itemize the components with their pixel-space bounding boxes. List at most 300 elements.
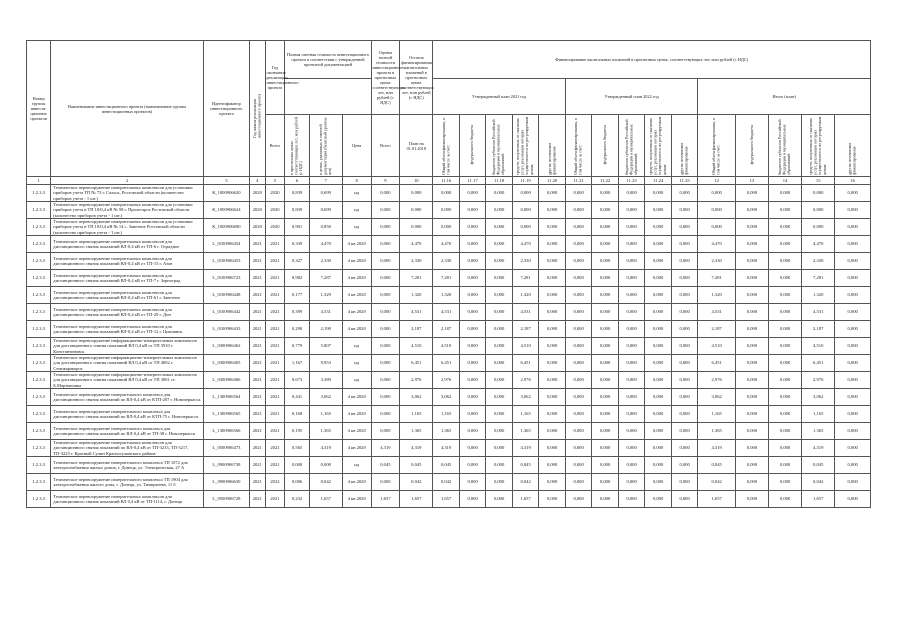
cost-base-cell: 4,470 — [309, 236, 342, 253]
remaining-all-cell: 0,000 — [371, 185, 400, 202]
financing-value-cell: 0,000 — [592, 287, 619, 304]
financing-value-cell: 0,000 — [735, 321, 768, 338]
financing-value-cell: 1,320 — [512, 287, 539, 304]
table-row — [27, 491, 871, 508]
project-name-cell: Техническое перевооружение измерительных комплексов для дистанционного снятия показаний ВЛ 0,4 кВ от ТП-1114, г. Донецк — [51, 491, 203, 508]
cost-forecast-cell: 0,779 — [285, 338, 309, 355]
cost-base-cell: 2,330 — [309, 253, 342, 270]
financing-value-cell: 2,330 — [512, 253, 539, 270]
group-number-cell: 1.2.3.3 — [27, 321, 51, 338]
financing-value-cell: 0,000 — [769, 236, 802, 253]
start-year-cell: 2021 — [250, 423, 265, 440]
price-cell: 4 кв 2020 — [342, 406, 371, 423]
financing-value-cell: 4,470 — [512, 236, 539, 253]
financing-value-cell: 0,000 — [671, 253, 698, 270]
price-cell: нд — [342, 219, 371, 236]
group-number-cell: 1.2.3.3 — [27, 253, 51, 270]
end-year-cell: 2020 — [265, 219, 285, 236]
financing-value-cell: 0,000 — [565, 474, 592, 491]
financing-value-cell: 0,000 — [486, 338, 513, 355]
financing-value-cell: 0,000 — [486, 321, 513, 338]
price-cell: 4 кв 2020 — [342, 270, 371, 287]
financing-value-cell: 2,330 — [433, 253, 460, 270]
financing-value-cell: 0,000 — [769, 474, 802, 491]
header-2022-services: средств, полученных от оказания услуг, реализация которых осуществляется по регулируемым ценам — [645, 115, 672, 177]
financing-value-cell: 0,000 — [645, 440, 672, 457]
start-year-cell: 2021 — [250, 491, 265, 508]
remaining-plan-cell: 2,187 — [400, 321, 433, 338]
cost-base-cell: 3,389 — [309, 372, 342, 389]
column-number-cell: 8 — [342, 177, 371, 185]
financing-value-cell: 0,042 — [698, 474, 736, 491]
project-id-cell: L_0100906723 — [203, 270, 249, 287]
header-cost-base: в ценах, указанных в сметной документации (базисный уровень цен) — [309, 115, 342, 177]
financing-value-cell: 0,000 — [592, 253, 619, 270]
column-number-cell: 11.17 — [459, 177, 486, 185]
table-row — [27, 270, 871, 287]
remaining-plan-cell: 0,000 — [400, 202, 433, 219]
header-plan: Всего — [265, 115, 285, 177]
end-year-cell: 2021 — [265, 304, 285, 321]
financing-value-cell: 0,000 — [565, 440, 592, 457]
financing-value-cell: 1,657 — [698, 491, 736, 508]
financing-value-cell: 0,000 — [735, 440, 768, 457]
price-cell: 4 кв 2020 — [342, 491, 371, 508]
financing-value-cell: 0,000 — [486, 287, 513, 304]
financing-value-cell: 0,000 — [698, 219, 736, 236]
start-year-cell: 2021 — [250, 236, 265, 253]
table-row — [27, 406, 871, 423]
start-year-cell: 2021 — [250, 457, 265, 474]
financing-value-cell: 0,000 — [671, 372, 698, 389]
financing-value-cell: 0,000 — [539, 491, 566, 508]
cost-base-cell: 4,319 — [309, 440, 342, 457]
group-number-cell: 1.2.3.3 — [27, 185, 51, 202]
start-year-cell: 2021 — [250, 270, 265, 287]
financing-value-cell: 0,000 — [433, 219, 460, 236]
financing-value-cell: 0,000 — [769, 423, 802, 440]
header-2021-federal: федерального бюджета — [459, 115, 486, 177]
financing-value-cell: 0,000 — [645, 491, 672, 508]
financing-value-cell: 0,000 — [671, 287, 698, 304]
remaining-plan-cell: 3,062 — [400, 389, 433, 406]
cost-forecast-cell: 0,168 — [285, 406, 309, 423]
financing-value-cell: 4,470 — [433, 236, 460, 253]
table-row — [27, 185, 871, 202]
financing-value-cell: 0,000 — [459, 236, 486, 253]
financing-value-cell: 1,320 — [802, 287, 835, 304]
financing-value-cell: 0,000 — [671, 491, 698, 508]
end-year-cell: 2021 — [265, 372, 285, 389]
header-2022-total: Общий объем финансирования, в том числе за счет: — [565, 115, 592, 177]
column-number-cell: 6 — [285, 177, 309, 185]
cost-base-cell: 1,329 — [309, 287, 342, 304]
column-number-cell: 11.25 — [671, 177, 698, 185]
cost-forecast-cell: 0,399 — [285, 304, 309, 321]
price-cell: 4 кв 2020 — [342, 389, 371, 406]
financing-value-cell: 0,000 — [486, 304, 513, 321]
remaining-all-cell: 0,000 — [371, 372, 400, 389]
table-row — [27, 219, 871, 236]
cost-forecast-cell: 0,195 — [285, 423, 309, 440]
header-total: Итого (план) — [698, 79, 871, 115]
project-id-cell: К_1000906620 — [203, 185, 249, 202]
table-row — [27, 287, 871, 304]
column-number-cell: 12 — [698, 177, 736, 185]
financing-value-cell: 0,000 — [459, 185, 486, 202]
end-year-cell: 2021 — [265, 440, 285, 457]
financing-value-cell: 0,000 — [459, 440, 486, 457]
table-header — [27, 41, 871, 185]
header-plan-2022: Утвержденный план 2022 год — [565, 79, 698, 115]
financing-value-cell: 0,000 — [565, 202, 592, 219]
financing-value-cell: 1,320 — [433, 287, 460, 304]
financing-value-cell: 0,000 — [486, 185, 513, 202]
remaining-plan-cell: 2,976 — [400, 372, 433, 389]
project-name-cell: Техническое перевооружение измерительных комплексов для дистанционного снятия показаний ВЛ-0,4 кВ от ТП-29 г. Дон — [51, 304, 203, 321]
cost-forecast-cell: 0,177 — [285, 287, 309, 304]
financing-value-cell: 0,000 — [735, 202, 768, 219]
financing-value-cell: 0,000 — [735, 423, 768, 440]
remaining-plan-cell: 6,451 — [400, 355, 433, 372]
start-year-cell: 2021 — [250, 338, 265, 355]
group-number-cell: 1.2.3.3 — [27, 338, 51, 355]
financing-value-cell: 0,000 — [769, 355, 802, 372]
financing-value-cell: 0,000 — [592, 185, 619, 202]
financing-value-cell: 0,000 — [459, 389, 486, 406]
financing-value-cell: 0,000 — [835, 321, 871, 338]
column-number-cell: 11.22 — [592, 177, 619, 185]
financing-value-cell: 0,000 — [671, 406, 698, 423]
financing-value-cell: 0,000 — [565, 338, 592, 355]
financing-value-cell: 0,000 — [835, 372, 871, 389]
table-row — [27, 304, 871, 321]
financing-value-cell: 0,000 — [459, 219, 486, 236]
project-name-cell: Техническое перевооружение измерительных комплексов для дистанционного снятия показаний ВЛ-0,4 кВ от ТП-7 г. Зерноград — [51, 270, 203, 287]
financing-value-cell: 0,000 — [645, 457, 672, 474]
financing-value-cell: 0,000 — [539, 389, 566, 406]
financing-value-cell: 0,000 — [539, 236, 566, 253]
cost-base-cell: 3,062 — [309, 389, 342, 406]
financing-value-cell: 0,000 — [735, 372, 768, 389]
remaining-plan-cell: 2,330 — [400, 253, 433, 270]
end-year-cell: 2022 — [265, 474, 285, 491]
remaining-all-cell: 0,000 — [371, 236, 400, 253]
financing-value-cell: 3,062 — [433, 389, 460, 406]
table-body — [27, 185, 871, 508]
remaining-all-cell: 0,000 — [371, 287, 400, 304]
financing-value-cell: 0,000 — [671, 440, 698, 457]
financing-value-cell: 0,000 — [645, 423, 672, 440]
financing-value-cell: 1,320 — [698, 287, 736, 304]
table-row — [27, 457, 871, 474]
group-number-cell: 1.2.3.3 — [27, 440, 51, 457]
price-cell: 4 кв 2020 — [342, 440, 371, 457]
financing-value-cell: 0,000 — [645, 270, 672, 287]
project-name-cell: Техническое перевооружение измерительных комплексов для дистанционного снятия показаний ВЛ-0,4 кВ от ТП-6 г. Отрадное — [51, 236, 203, 253]
financing-value-cell: 2,330 — [802, 253, 835, 270]
cost-forecast-cell: 0,441 — [285, 389, 309, 406]
remaining-plan-cell: 4,319 — [400, 440, 433, 457]
end-year-cell: 2021 — [265, 287, 285, 304]
financing-value-cell: 0,000 — [565, 321, 592, 338]
end-year-cell: 2021 — [265, 423, 285, 440]
financing-value-cell: 1,165 — [802, 406, 835, 423]
financing-value-cell: 0,000 — [565, 287, 592, 304]
column-number-cell: 11.19 — [512, 177, 539, 185]
price-cell: нд — [342, 457, 371, 474]
start-year-cell: 2021 — [250, 406, 265, 423]
financing-value-cell: 1,365 — [802, 423, 835, 440]
remaining-plan-cell: 4,470 — [400, 236, 433, 253]
remaining-all-cell: 0,000 — [371, 270, 400, 287]
financing-value-cell: 0,000 — [459, 202, 486, 219]
financing-value-cell: 0,000 — [769, 457, 802, 474]
financing-value-cell: 0,000 — [835, 457, 871, 474]
financing-value-cell: 0,000 — [735, 287, 768, 304]
financing-value-cell: 0,000 — [459, 253, 486, 270]
header-end-year: Год окончания реализации инвестиционного проекта — [265, 41, 285, 115]
financing-value-cell: 0,000 — [486, 491, 513, 508]
header-2021-other: других источников финансирования — [539, 115, 566, 177]
financing-value-cell: 4,510 — [802, 338, 835, 355]
header-project-id: Идентификатор инвестиционного проекта — [203, 41, 249, 177]
header-total-regional: бюджетов субъектов Российской Федерации и муниципальных образований — [769, 115, 802, 177]
remaining-all-cell: 0,000 — [371, 406, 400, 423]
financing-value-cell: 0,000 — [769, 389, 802, 406]
financing-value-cell: 0,000 — [486, 253, 513, 270]
financing-value-cell: 0,000 — [565, 270, 592, 287]
group-number-cell: 1.2.3.3 — [27, 236, 51, 253]
remaining-all-cell: 0,045 — [371, 457, 400, 474]
financing-value-cell: 0,000 — [539, 253, 566, 270]
group-number-cell: 1.2.3.3 — [27, 270, 51, 287]
header-price: Цена — [342, 115, 371, 177]
financing-value-cell: 0,000 — [698, 202, 736, 219]
financing-value-cell: 0,000 — [769, 270, 802, 287]
financing-value-cell: 0,000 — [769, 253, 802, 270]
financing-value-cell: 0,000 — [618, 321, 645, 338]
cost-base-cell: 0,699 — [309, 185, 342, 202]
header-group-number: Номер группы инвести-ционных проектов — [27, 41, 51, 177]
financing-value-cell: 0,000 — [618, 253, 645, 270]
financing-value-cell: 0,000 — [645, 304, 672, 321]
financing-value-cell: 1,365 — [433, 423, 460, 440]
project-id-cell: L_0100906433 — [203, 321, 249, 338]
financing-value-cell: 0,000 — [565, 372, 592, 389]
financing-value-cell: 0,000 — [835, 474, 871, 491]
start-year-cell: 2021 — [250, 321, 265, 338]
header-total-other: других источников финансирования — [835, 115, 871, 177]
financing-value-cell: 0,000 — [486, 236, 513, 253]
financing-value-cell: 0,000 — [433, 202, 460, 219]
financing-value-cell: 4,531 — [433, 304, 460, 321]
project-id-cell: L_0500906473 — [203, 440, 249, 457]
financing-value-cell: 0,000 — [735, 338, 768, 355]
financing-value-cell: 0,000 — [769, 440, 802, 457]
financing-value-cell: 0,000 — [671, 202, 698, 219]
financing-value-cell: 3,062 — [512, 389, 539, 406]
remaining-all-cell: 1,657 — [371, 491, 400, 508]
price-cell: нд — [342, 338, 371, 355]
project-name-cell: Техническое перевооружение измерительного комплекса для дистанционного снятия показаний по ВЛ-0,4 кВ от КТП-75 г. Новочеркасск — [51, 406, 203, 423]
remaining-plan-cell: 0,000 — [400, 219, 433, 236]
end-year-cell: 2021 — [265, 355, 285, 372]
financing-value-cell: 0,000 — [592, 236, 619, 253]
financing-value-cell: 0,045 — [802, 457, 835, 474]
financing-value-cell: 0,000 — [618, 219, 645, 236]
financing-value-cell: 0,000 — [645, 474, 672, 491]
financing-value-cell: 0,000 — [671, 355, 698, 372]
remaining-plan-cell: 0,045 — [400, 457, 433, 474]
financing-value-cell: 0,000 — [459, 287, 486, 304]
remaining-all-cell: 0,000 — [371, 321, 400, 338]
cost-base-cell: 0,042 — [309, 474, 342, 491]
project-name-cell: Техническое перевооружение измерительного комплекса для дистанционного снятия показаний по ВЛ-0,4 кВ от ТП-38 г. Новочеркасск — [51, 423, 203, 440]
financing-value-cell: 0,000 — [735, 304, 768, 321]
financing-value-cell: 0,000 — [539, 338, 566, 355]
financing-value-cell: 0,000 — [645, 253, 672, 270]
financing-value-cell: 0,000 — [592, 474, 619, 491]
end-year-cell: 2021 — [265, 389, 285, 406]
financing-value-cell: 0,000 — [486, 219, 513, 236]
financing-value-cell: 1,165 — [512, 406, 539, 423]
end-year-cell: 2021 — [265, 321, 285, 338]
end-year-cell: 2020 — [265, 185, 285, 202]
start-year-cell: 2021 — [250, 355, 265, 372]
financing-value-cell: 0,000 — [735, 491, 768, 508]
financing-value-cell: 0,000 — [565, 236, 592, 253]
financing-value-cell: 0,000 — [459, 457, 486, 474]
financing-value-cell: 0,000 — [618, 440, 645, 457]
financing-value-cell: 0,000 — [835, 253, 871, 270]
table-row — [27, 338, 871, 355]
financing-value-cell: 0,000 — [735, 474, 768, 491]
header-2021-services: средств, полученных от оказания услуг, реализация которых осуществляется по регулируемым ценам — [512, 115, 539, 177]
financing-value-cell: 0,000 — [565, 423, 592, 440]
financing-value-cell: 0,000 — [645, 185, 672, 202]
financing-value-cell: 0,000 — [592, 321, 619, 338]
project-name-cell: Техническое перевооружение измерительных комплексов для установки приборов учета ТП № 73 г. Сальск, Ростовской области (количество приборов учета - 1 шт.) — [51, 185, 203, 202]
financing-value-cell: 0,000 — [565, 185, 592, 202]
financing-value-cell: 0,000 — [565, 491, 592, 508]
end-year-cell: 2021 — [265, 270, 285, 287]
financing-value-cell: 6,451 — [433, 355, 460, 372]
financing-value-cell: 4,319 — [802, 440, 835, 457]
financing-value-cell: 1,365 — [512, 423, 539, 440]
column-number-cell: 4 — [250, 177, 265, 185]
header-plan-date: План на 01.01.2018 — [400, 115, 433, 177]
financing-value-cell: 0,000 — [539, 423, 566, 440]
financing-value-cell: 0,000 — [618, 389, 645, 406]
column-number-cell: 15 — [802, 177, 835, 185]
financing-value-cell: 4,319 — [512, 440, 539, 457]
financing-value-cell: 0,000 — [459, 406, 486, 423]
financing-value-cell: 0,000 — [735, 219, 768, 236]
table-row — [27, 423, 871, 440]
start-year-cell: 2020 — [250, 185, 265, 202]
cost-forecast-cell: 0,232 — [285, 491, 309, 508]
financing-value-cell: 0,000 — [618, 355, 645, 372]
header-project-name: Наименование инвестиционного проекта (наименование группы инвестиционных проектов) — [51, 41, 203, 177]
financing-value-cell: 0,000 — [486, 457, 513, 474]
start-year-cell: 2021 — [250, 474, 265, 491]
header-full-cost: Полная сметная стоимость инвестиционного проекта в соответствии с утвержденной проектной документацией — [285, 41, 371, 79]
group-number-cell: 1.2.3.3 — [27, 372, 51, 389]
financing-value-cell: 0,000 — [802, 219, 835, 236]
project-name-cell: Техническое перевооружение измерительных комплексов для дистанционного снятия показаний ВЛ-0,4 кВ от ТП-61 г. Заветное — [51, 287, 203, 304]
financing-value-cell: 0,000 — [645, 219, 672, 236]
financing-value-cell: 1,657 — [512, 491, 539, 508]
cost-base-cell: 1,365 — [309, 423, 342, 440]
financing-value-cell: 0,000 — [512, 202, 539, 219]
table-row — [27, 202, 871, 219]
financing-value-cell: 0,000 — [835, 202, 871, 219]
price-cell: 4 кв 2020 — [342, 321, 371, 338]
financing-value-cell: 0,000 — [565, 219, 592, 236]
financing-value-cell: 1,365 — [698, 423, 736, 440]
financing-value-cell: 4,510 — [698, 338, 736, 355]
financing-value-cell: 7,281 — [512, 270, 539, 287]
financing-value-cell: 0,000 — [645, 389, 672, 406]
remaining-plan-cell: 1,657 — [400, 491, 433, 508]
financing-value-cell: 2,187 — [698, 321, 736, 338]
financing-value-cell: 0,000 — [459, 270, 486, 287]
financing-value-cell: 0,000 — [698, 185, 736, 202]
remaining-all-cell: 0,000 — [371, 253, 400, 270]
financing-value-cell: 0,000 — [769, 219, 802, 236]
header-remaining: Остаток финансирования капитальных вложений в прогнозных ценах соответствующих лет, млн рублей (с НДС) — [400, 41, 433, 115]
project-name-cell: Техническое перевооружение измерительных комплексов для дистанционного снятия показаний ВЛ-0,4 кВ от ТП-15 г. Азов — [51, 253, 203, 270]
project-id-cell: L_0900906738 — [203, 457, 249, 474]
financing-value-cell: 0,000 — [539, 355, 566, 372]
financing-value-cell: 0,000 — [671, 338, 698, 355]
remaining-all-cell: 0,000 — [371, 202, 400, 219]
remaining-plan-cell: 1,165 — [400, 406, 433, 423]
financing-value-cell: 0,000 — [486, 270, 513, 287]
financing-value-cell: 0,000 — [618, 372, 645, 389]
remaining-plan-cell: 1,320 — [400, 287, 433, 304]
financing-value-cell: 0,000 — [459, 423, 486, 440]
financing-value-cell: 0,000 — [565, 406, 592, 423]
remaining-all-cell: 0,000 — [371, 474, 400, 491]
financing-value-cell: 0,000 — [618, 202, 645, 219]
remaining-plan-cell: 1,365 — [400, 423, 433, 440]
financing-value-cell: 0,000 — [735, 457, 768, 474]
financing-value-cell: 4,531 — [802, 304, 835, 321]
end-year-cell: 2020 — [265, 202, 285, 219]
remaining-plan-cell: 7,281 — [400, 270, 433, 287]
financing-value-cell: 0,000 — [835, 185, 871, 202]
financing-value-cell: 0,000 — [539, 202, 566, 219]
cost-base-cell: 0,000 — [309, 457, 342, 474]
financing-value-cell: 0,000 — [618, 338, 645, 355]
column-number-cell: 11.16 — [433, 177, 460, 185]
cost-base-cell: 9,953 — [309, 355, 342, 372]
financing-value-cell: 0,000 — [671, 474, 698, 491]
project-id-cell: L_0100906448 — [203, 287, 249, 304]
financing-value-cell: 0,000 — [769, 304, 802, 321]
financing-value-cell: 0,000 — [512, 185, 539, 202]
financing-value-cell: 0,000 — [835, 287, 871, 304]
financing-value-cell: 0,000 — [486, 423, 513, 440]
financing-value-cell: 0,000 — [592, 372, 619, 389]
financing-value-cell: 0,000 — [618, 457, 645, 474]
financing-value-cell: 0,000 — [459, 355, 486, 372]
project-name-cell: Техническое перевооружение измерительных комплексов для установки приборов учета в ТП 10/0,4 кВ № 14 с. Заветное Ростовской области (количество приборов учета - 1 шт.) — [51, 219, 203, 236]
financing-value-cell: 0,000 — [486, 372, 513, 389]
cost-forecast-cell: 0,901 — [285, 219, 309, 236]
